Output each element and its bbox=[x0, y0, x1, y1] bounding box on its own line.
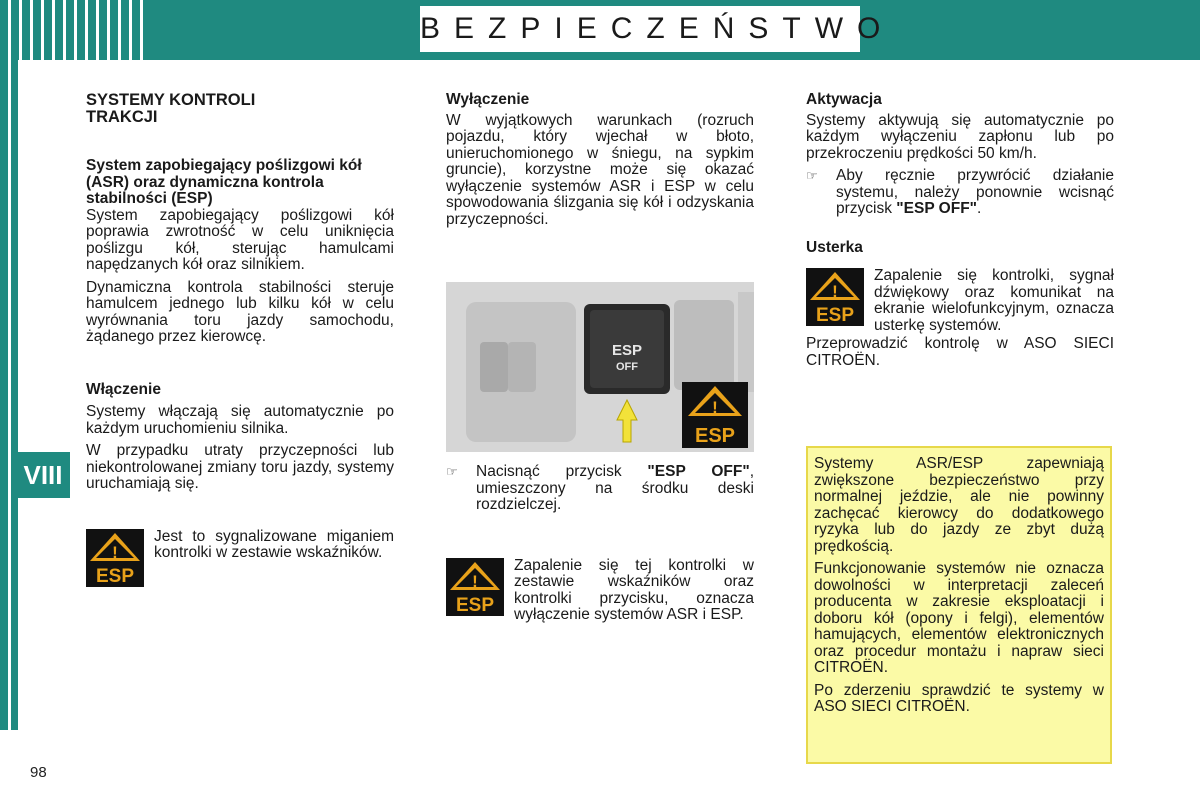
instruction-bullet: ☞ Aby ręcznie przywrócić działanie systemu, należy ponownie wcisnąć przycisk "ESP OFF". bbox=[806, 167, 1114, 217]
instruction-bullet: ☞ Nacisnąć przycisk "ESP OFF", umieszczony na środku deski rozdzielczej. bbox=[446, 463, 755, 513]
svg-text:ESP: ESP bbox=[611, 342, 643, 359]
svg-text:!: ! bbox=[112, 542, 118, 562]
paragraph: W przypadku utraty przyczepności lub niekontrolowanej zmiany toru jazdy, systemy uruchamiają się. bbox=[86, 442, 394, 492]
svg-text:ESP: ESP bbox=[694, 425, 736, 447]
heading-fault: Usterka bbox=[806, 238, 863, 256]
page-number: 98 bbox=[30, 764, 47, 781]
heading-deactivation: Wyłączenie bbox=[446, 91, 530, 108]
column-1 bbox=[86, 92, 394, 587]
paragraph: Systemy włączają się automatycznie po każdym uruchomieniu silnika. bbox=[86, 403, 394, 437]
paragraph: Przeprowadzić kontrolę w ASO SIECI CITROËN. bbox=[806, 335, 1114, 369]
esp-warning-icon bbox=[806, 268, 864, 326]
paragraph: Dynamiczna kontrola stabilności steruje hamulcem jednego lub kilku kół w celu wyrównania toru jazdy samochodu, żądanego przez kierowcę. bbox=[86, 278, 394, 345]
subsection-title: System zapobiegający poślizgowi kół (ASR) oraz dynamiczna kontrola stabilności (ESP) bbox=[86, 157, 362, 207]
pointing-hand-icon: ☞ bbox=[446, 464, 458, 479]
paragraph: System zapobiegający poślizgowi kół poprawia zwrotność w celu uniknięcia poślizgu kół, sterując hamulcami napędzanych kół oraz silnikiem. bbox=[86, 206, 394, 273]
svg-text:!: ! bbox=[712, 398, 718, 417]
warning-text: Zapalenie się kontrolki, sygnał dźwiękowy oraz komunikat na ekranie wielofunkcyjnym, oznacza usterkę systemów. bbox=[874, 267, 1114, 334]
note-paragraph: Systemy ASR/ESP zapewniają zwiększone bezpieczeństwo przy normalnej jeździe, ale nie powinny zachęcać kierowcy do dodatkowego ryzyka lub do jazdy ze zbyt dużą prędkością. bbox=[814, 455, 1104, 555]
note-paragraph: Po zderzeniu sprawdzić te systemy w ASO SIECI CITROËN. bbox=[814, 681, 1104, 715]
column-3 bbox=[806, 92, 1114, 375]
paragraph: Systemy aktywują się automatycznie po każdym wyłączeniu zapłonu lub po przekroczeniu prędkości 50 km/h. bbox=[806, 111, 1114, 162]
heading-activation-auto: Aktywacja bbox=[806, 91, 882, 108]
section-title: SYSTEMY KONTROLI TRAKCJI bbox=[86, 91, 256, 126]
column-2-lower bbox=[446, 464, 754, 624]
svg-text:OFF: OFF bbox=[616, 361, 638, 373]
column-2 bbox=[446, 92, 754, 234]
esp-warning-icon bbox=[446, 558, 504, 616]
warning-note bbox=[86, 529, 394, 587]
info-note-box bbox=[806, 446, 1112, 764]
dashboard-photo bbox=[446, 282, 754, 452]
chapter-tab: VIII bbox=[16, 452, 70, 498]
svg-text:!: ! bbox=[472, 571, 478, 591]
heading-activation: Włączenie bbox=[86, 380, 161, 398]
pointing-hand-icon: ☞ bbox=[806, 168, 818, 183]
header-stripes bbox=[0, 0, 150, 60]
svg-text:ESP: ESP bbox=[815, 305, 855, 326]
page-header bbox=[0, 0, 1200, 60]
paragraph: W wyjątkowych warunkach (rozruch pojazdu, który wjechał w błoto, unieruchomionego w śniegu, na sypkim gruncie), korzystne może się okazać wyłączenie systemów ASR i ESP w celu spowodowania ślizgania się kół i odzyskania przyczepności. bbox=[446, 111, 754, 228]
warning-note bbox=[446, 558, 754, 624]
warning-text: Zapalenie się tej kontrolki w zestawie wskaźników oraz kontrolki przycisku, oznacza wyłączenie systemów ASR i ESP. bbox=[514, 556, 754, 623]
warning-note bbox=[806, 268, 1114, 334]
svg-text:!: ! bbox=[832, 282, 838, 301]
svg-text:ESP: ESP bbox=[455, 594, 495, 616]
esp-warning-icon bbox=[86, 529, 144, 587]
svg-text:ESP: ESP bbox=[95, 565, 135, 587]
note-paragraph: Funkcjonowanie systemów nie oznacza dowolności w interpretacji zaleceń producenta w zakresie eksploatacji i doboru kół (opony i felgi), elementów hamujących, elementów elektronicznych oraz procedur montażu i napraw sieci CITROËN. bbox=[814, 560, 1104, 676]
warning-text: Jest to sygnalizowane miganiem kontrolki w zestawie wskaźników. bbox=[154, 527, 394, 561]
page-title: BEZPIECZEŃSTWO bbox=[420, 6, 860, 52]
